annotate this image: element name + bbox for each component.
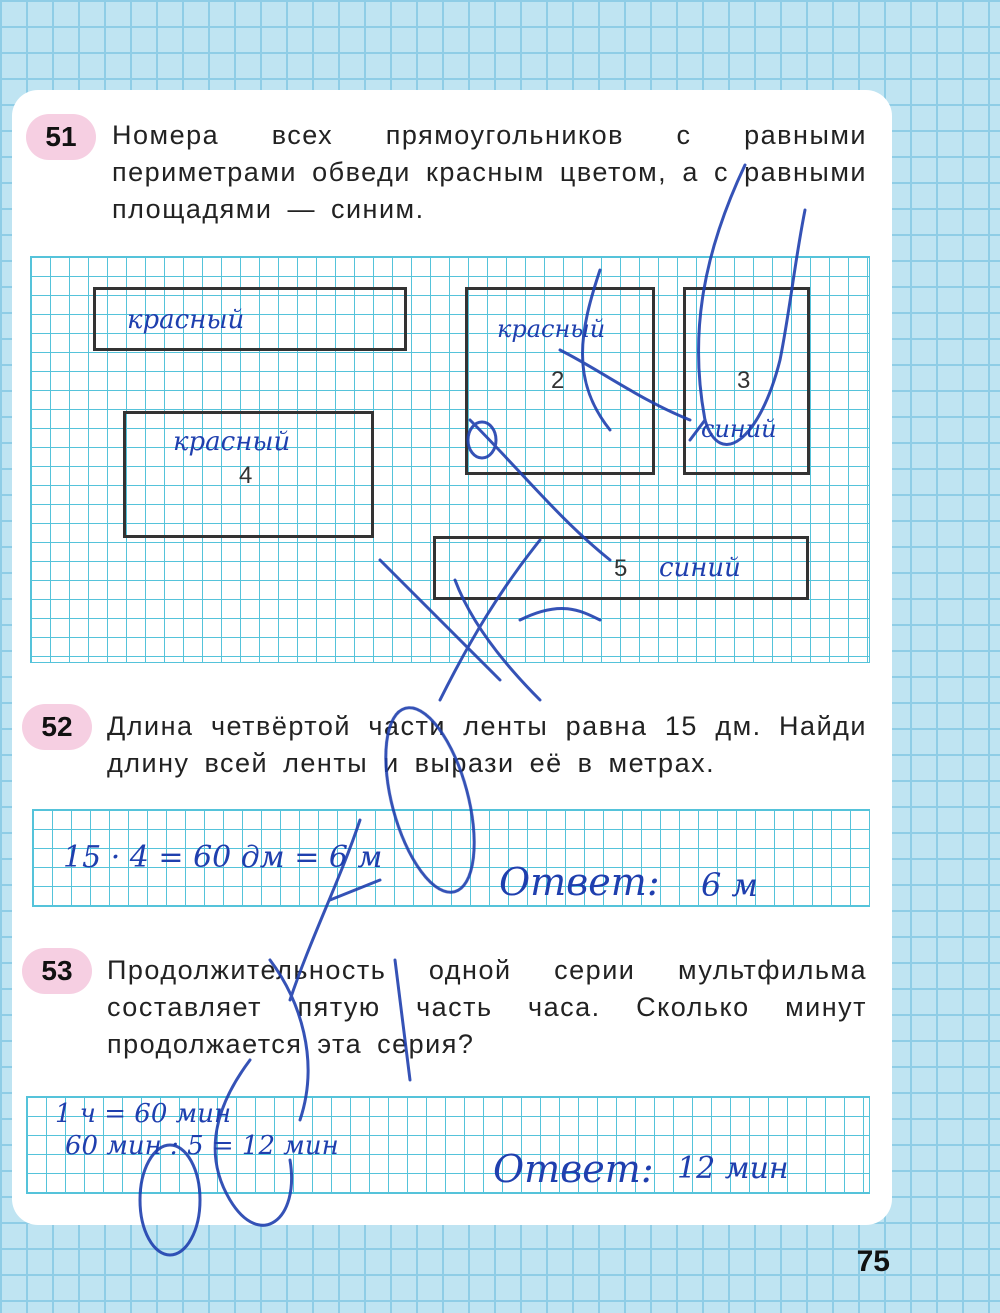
page-number: 75: [856, 1245, 890, 1278]
task-52-answer-value: 6 м: [701, 866, 759, 904]
task-52-text: Длина четвёртой части ленты равна 15 дм. Найди длину всей ленты и вырази её в метрах.: [107, 711, 867, 778]
rectangle-5-note: синий: [659, 553, 741, 583]
task-53-solution-line-2: 60 мин : 5 = 12 мин: [65, 1131, 339, 1161]
task-52-number: 52: [22, 704, 92, 750]
task-53-answer-label: Ответ:: [493, 1147, 654, 1191]
rectangle-2-note: красный: [497, 315, 606, 343]
rectangle-3-number: 3: [737, 367, 751, 394]
task-53-solution-line-1: 1 ч = 60 мин: [55, 1099, 232, 1129]
task-53-number: 53: [22, 948, 92, 994]
task-51-number: 51: [26, 114, 96, 160]
rectangle-4-number: 4: [239, 462, 253, 489]
task-52-solution: 15 · 4 = 60 дм = 6 м: [63, 840, 383, 875]
task-53-grid: [26, 1096, 870, 1194]
rectangle-5-number: 5: [614, 555, 628, 582]
rectangle-3-note: синий: [701, 415, 777, 443]
task-53-text: Продолжительность одной серии мультфильма составляет пятую часть часа. Сколько минут продолжается эта серия?: [107, 955, 867, 1059]
task-53-answer-value: 12 мин: [677, 1151, 789, 1186]
task-51-grid: [30, 256, 870, 663]
rectangle-2-number: 2: [551, 367, 565, 394]
task-51-text: Номера всех прямоугольников с равными периметрами обведи красным цветом, а с равными площадями — синим.: [112, 120, 867, 224]
task-52-answer-label: Ответ:: [499, 860, 660, 904]
task-52-grid: [32, 809, 870, 907]
rectangle-1-note: красный: [127, 305, 245, 335]
rectangle-4-note: красный: [173, 427, 291, 457]
